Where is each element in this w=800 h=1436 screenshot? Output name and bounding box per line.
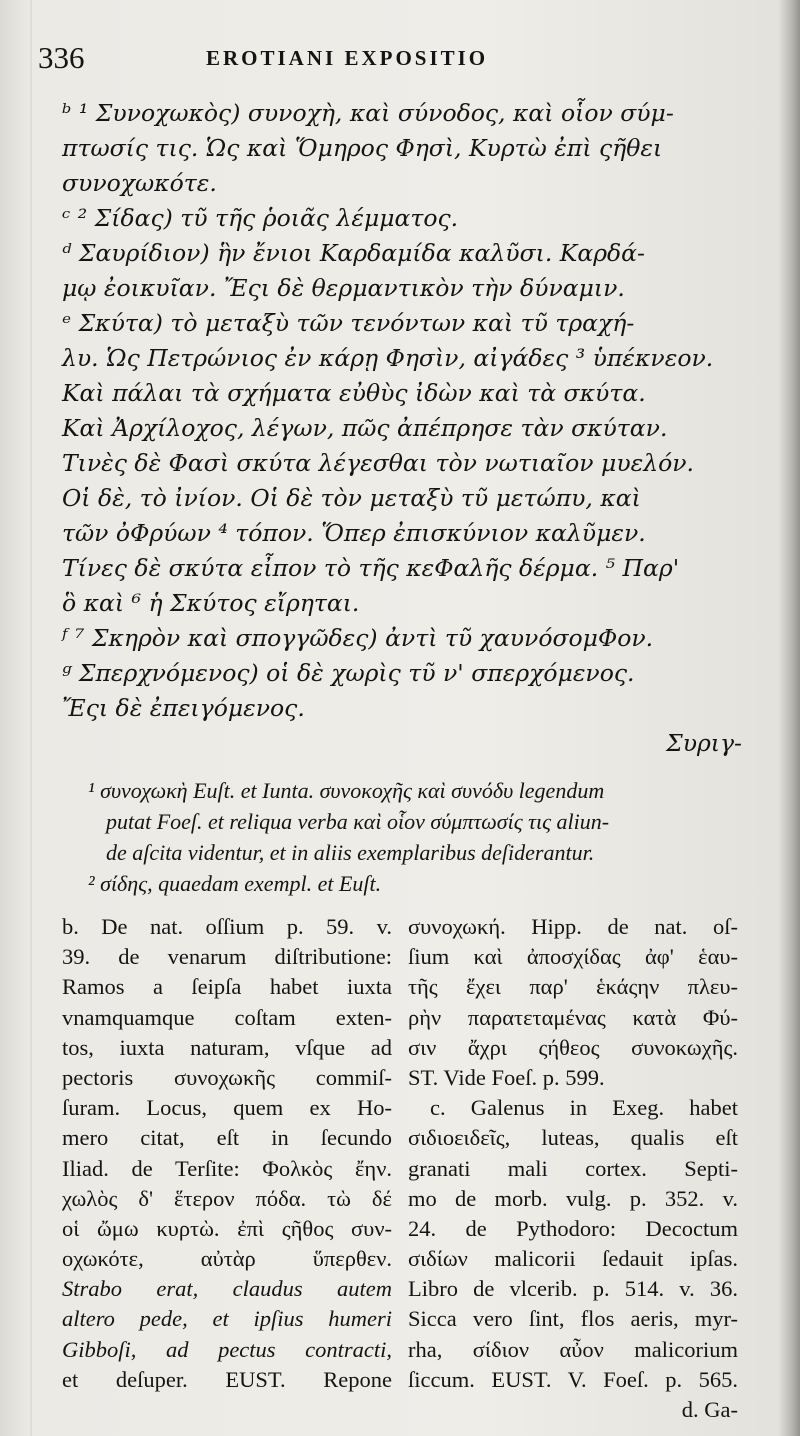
footnote-line: putat Foeſ. et reliqua verba καὶ οἷον σύμπτωσίς τις aliun- bbox=[106, 809, 610, 834]
commentary-line: Gibboſi, ad pectus contracti, bbox=[62, 1336, 392, 1362]
commentary-line: Strabo erat, claudus autem bbox=[62, 1276, 392, 1302]
commentary-line: ſuram. Locus, quem ex Ho- bbox=[62, 1095, 392, 1121]
section-divider bbox=[62, 905, 742, 906]
commentary-line: vnamquamque coſtam exten- bbox=[62, 1004, 392, 1030]
commentary-line: οἱ ὤμω κυρτὼ. ἐπὶ ςῆθος συν- bbox=[62, 1215, 392, 1241]
commentary-line: pectoris συνοχωκῆς commiſ- bbox=[62, 1064, 392, 1090]
page-number: 336 bbox=[38, 40, 85, 75]
commentary-line: 24. de Pythodoro: Decoctum bbox=[408, 1215, 738, 1241]
commentary-line: granati mali cortex. Septi- bbox=[408, 1155, 738, 1181]
commentary-line: Ramos a ſeipſa habet iuxta bbox=[62, 974, 392, 1000]
running-head: EROTIANI EXPOSITIO bbox=[206, 46, 489, 70]
commentary-line: σιδίων malicorii ſedauit ipſas. bbox=[408, 1246, 738, 1272]
text-line: τῶν ὀΦρύων ⁴ τόπον. Ὅπερ ἐπισκύνιον καλῦμεν. bbox=[62, 519, 646, 547]
text-line: Καὶ Ἀρχίλοχος, λέγων, πῶς ἀπέπρησε τὰν σκύταν. bbox=[62, 414, 668, 442]
commentary-line: mero citat, eſt in ſecundo bbox=[62, 1125, 392, 1151]
text-line: Ἔςι δὲ ἐπειγόμενος. bbox=[62, 694, 305, 722]
text-line: ὃ καὶ ⁶ ἡ Σκύτος εἴρηται. bbox=[62, 589, 360, 617]
text-line: ᵇ ¹ Συνοχωκὸς) συνοχὴ, καὶ σύνοδος, καὶ οἷον σύμ- bbox=[62, 99, 674, 127]
text-line: ᶜ ² Σίδας) τῦ τῆς ῥοιᾶς λέμματος. bbox=[62, 204, 459, 232]
commentary-line: χωλὸς δ' ἕτερον πόδα. τὼ δέ bbox=[62, 1185, 392, 1211]
footnote-line: ² σίδης, quaedam exempl. et Euſt. bbox=[88, 871, 382, 896]
text-line: ᵍ Σπερχνόμενος) οἱ δὲ χωρὶς τῦ ν' σπερχόμενος. bbox=[62, 659, 635, 687]
commentary-right-column bbox=[408, 912, 738, 1425]
commentary-line: Iliad. de Terſite: Φολκὸς ἔην. bbox=[62, 1155, 392, 1181]
commentary-line: tos, iuxta naturam, vſque ad bbox=[62, 1034, 392, 1060]
text-line: συνοχωκότε. bbox=[62, 169, 217, 197]
signature-catchword: d. Ga- bbox=[681, 1397, 738, 1422]
commentary-line: altero pede, et ipſius humeri bbox=[62, 1306, 392, 1332]
gutter-shadow bbox=[30, 0, 32, 1436]
commentary-line: ST. Vide Foeſ. p. 599. bbox=[408, 1064, 605, 1090]
text-line: Οἱ δὲ, τὸ ἰνίον. Οἱ δὲ τὸν μεταξὺ τῦ μετώπυ, καὶ bbox=[62, 484, 641, 512]
commentary-line: σιν ἄχρι ςήθεος συνοκωχῆς. bbox=[408, 1034, 738, 1060]
main-greek-text bbox=[62, 96, 742, 761]
footnote-line: de aſcita videntur, et in aliis exemplaribus deſiderantur. bbox=[106, 840, 595, 865]
text-line: Καὶ πάλαι τὰ σχήματα εὐθὺς ἰδὼν καὶ τὰ σκύτα. bbox=[62, 379, 646, 407]
commentary-line: rha, σίδιον αὖον malicorium bbox=[408, 1336, 738, 1362]
text-line: Τινὲς δὲ Φασὶ σκύτα λέγεσθαι τὸν νωτιαῖον μυελόν. bbox=[62, 449, 695, 477]
commentary-line: ſium καὶ ἀποσχίδας ἀφ' ἑαυ- bbox=[408, 944, 738, 970]
text-line: ᵉ Σκύτα) τὸ μεταξὺ τῶν τενόντων καὶ τῦ τραχή- bbox=[62, 309, 635, 337]
commentary-line: ρὴν παρατεταμένας κατὰ Φύ- bbox=[408, 1004, 738, 1030]
commentary-line: οχωκότε, αὐτὰρ ὕπερθεν. bbox=[62, 1246, 392, 1272]
text-line: μῳ ἐοικυῖαν. Ἔςι δὲ θερμαντικὸν τὴν δύναμιν. bbox=[62, 274, 625, 302]
commentary-line: b. De nat. oſſium p. 59. v. bbox=[62, 914, 392, 939]
footnote-line: ¹ συνοχωκὴ Euſt. et Iunta. συνοκοχῆς καὶ συνόδυ legendum bbox=[88, 778, 605, 803]
commentary-line: mo de morb. vulg. p. 352. v. bbox=[408, 1185, 738, 1211]
commentary-line: 39. de venarum diſtributione: bbox=[62, 944, 392, 970]
page-header bbox=[30, 38, 750, 78]
critical-footnotes bbox=[88, 775, 748, 899]
text-line: Τίνες δὲ σκύτα εἶπον τὸ τῆς κεΦαλῆς δέρμα. ⁵ Παρ' bbox=[62, 554, 680, 582]
commentary-line: συνοχωκή. Hipp. de nat. oſ- bbox=[408, 914, 738, 939]
commentary-line: c. Galenus in Exeg. habet bbox=[430, 1095, 738, 1121]
commentary-line: τῆς ἔχει παρ' ἑκάςην πλευ- bbox=[408, 974, 738, 1000]
commentary-line: ſiccum. EUST. V. Foeſ. p. 565. bbox=[408, 1366, 738, 1392]
text-line: ᵈ Σαυρίδιον) ἣν ἔνιοι Καρδαμίδα καλῦσι. Καρδά- bbox=[62, 239, 645, 267]
text-line: λυ. Ὡς Πετρώνιος ἐν κάρῃ Φησὶν, αἰγάδες ³ ὑπέκνεον. bbox=[62, 344, 714, 372]
page-edge-shadow bbox=[778, 0, 800, 1436]
commentary-line: σιδιοειδεῖς, luteas, qualis eſt bbox=[408, 1125, 738, 1151]
commentary-line: et deſuper. EUST. Repone bbox=[62, 1366, 392, 1392]
catchword: Συριγ- bbox=[666, 729, 742, 757]
text-line: πτωσίς τις. Ὡς καὶ Ὅμηρος Φησὶ, Κυρτὼ ἐπὶ ςῆθει bbox=[62, 134, 663, 162]
text-line: ᶠ ⁷ Σκηρὸν καὶ σπογγῶδες) ἀντὶ τῦ χαυνόσομΦον. bbox=[62, 624, 654, 652]
commentary-left-column bbox=[62, 912, 392, 1395]
commentary-line: Libro de vlcerib. p. 514. v. 36. bbox=[408, 1276, 738, 1302]
commentary-line: Sicca vero ſint, flos aeris, myr- bbox=[408, 1306, 738, 1332]
